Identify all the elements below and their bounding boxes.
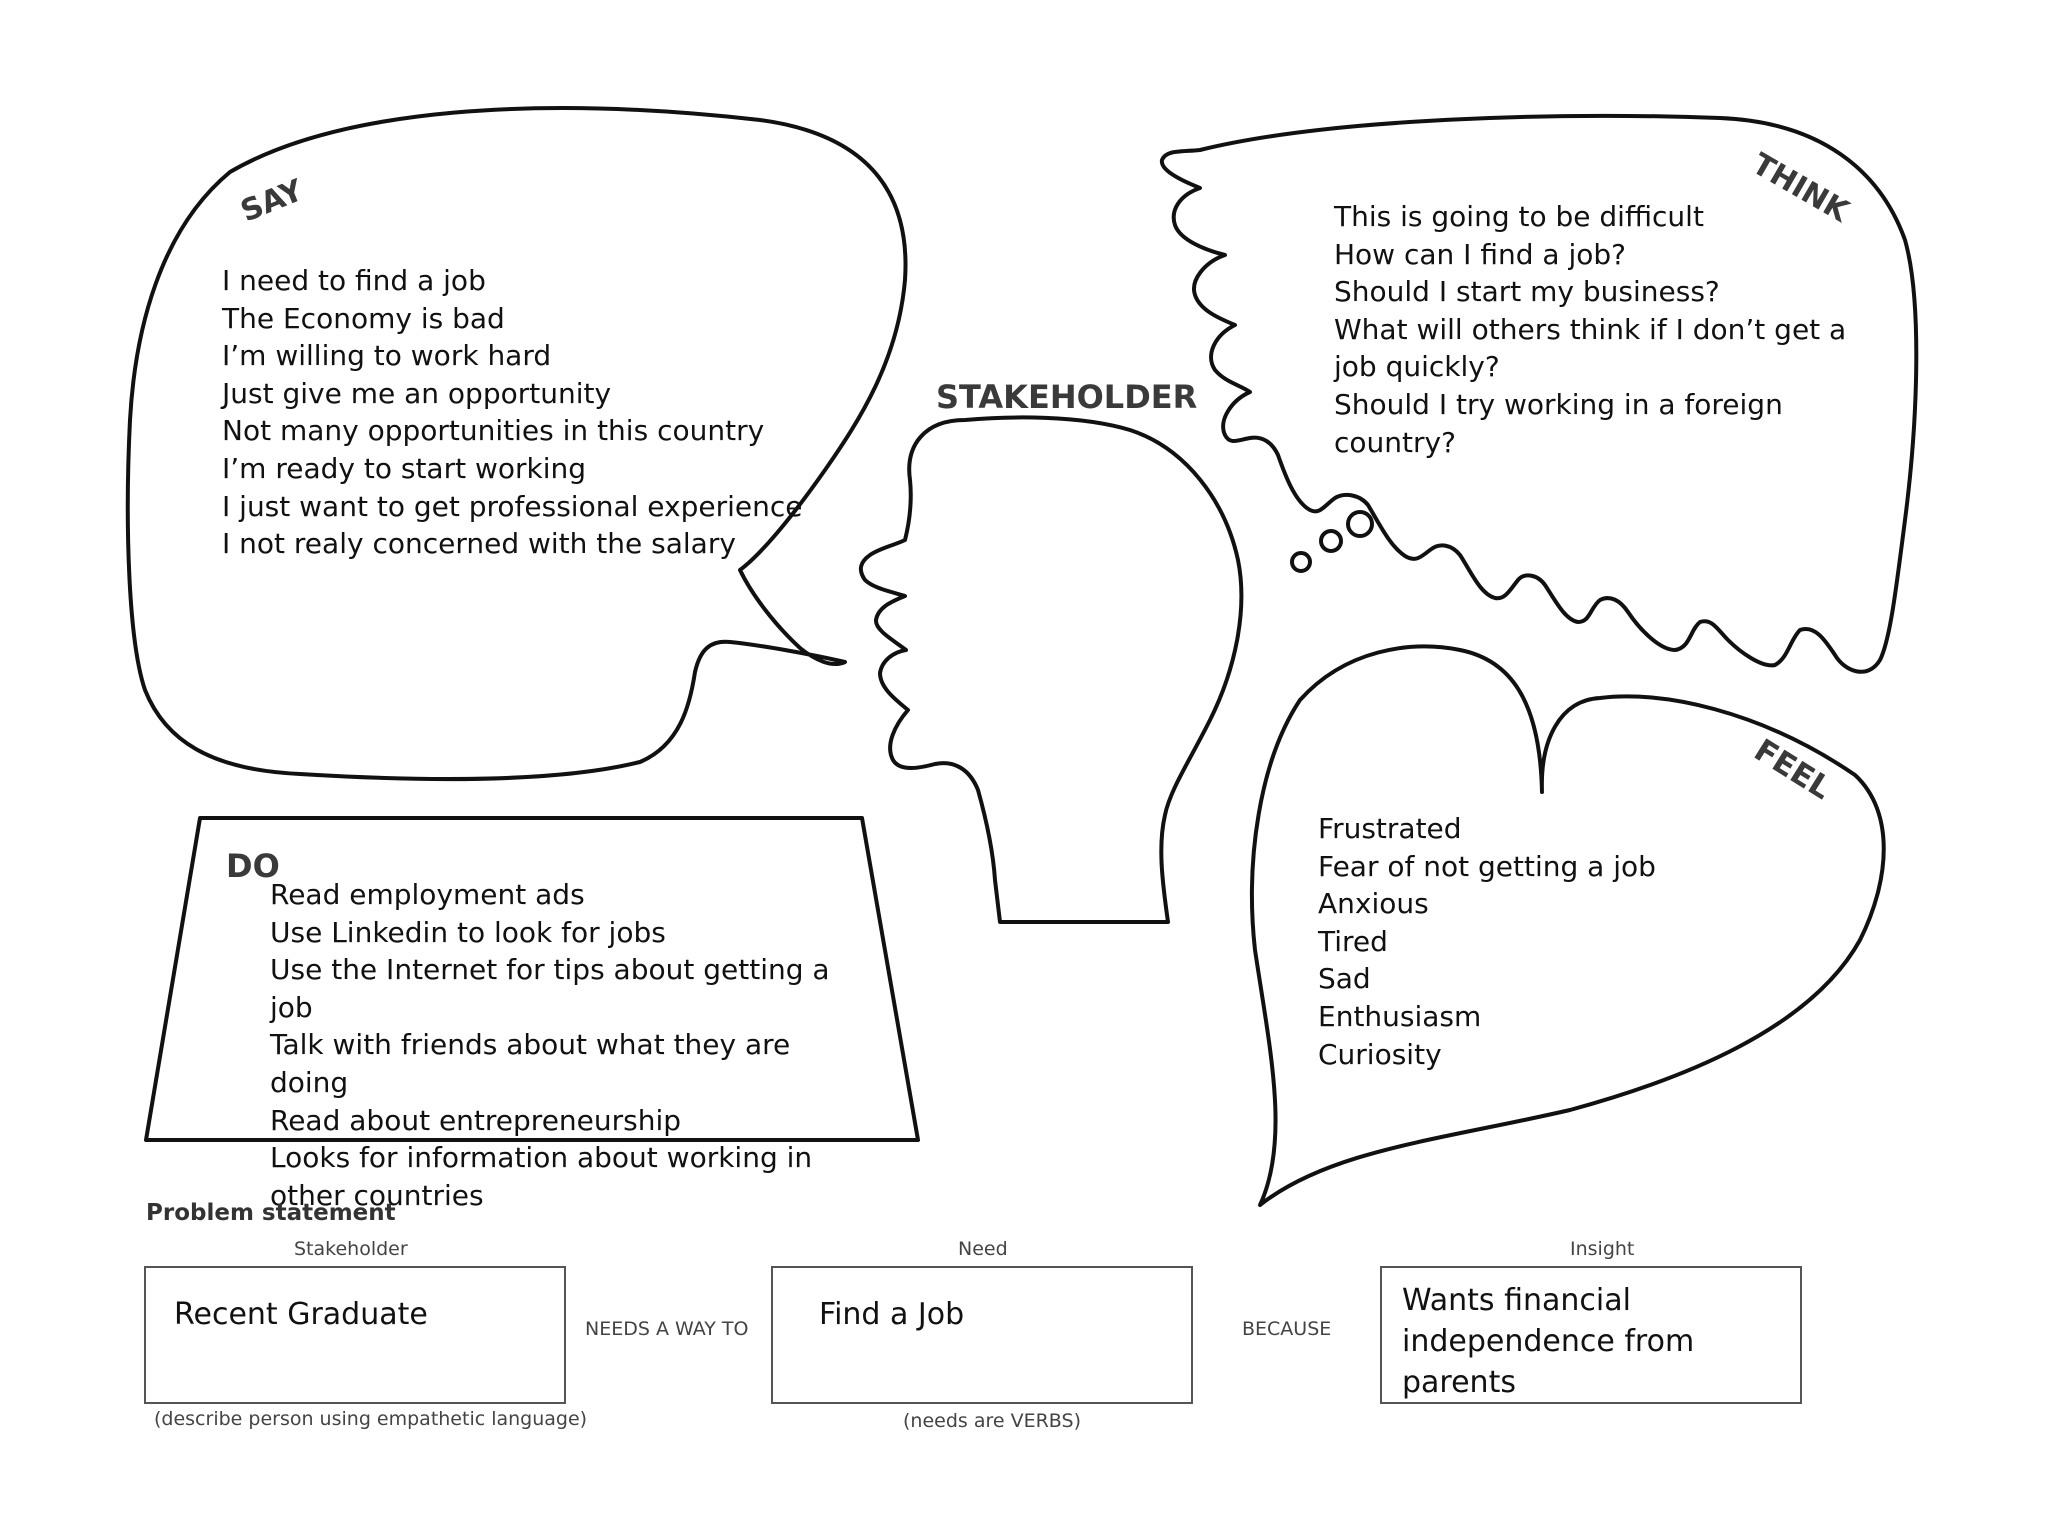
- need-value: Find a Job: [819, 1297, 965, 1332]
- feel-item: Curiosity: [1318, 1037, 1442, 1071]
- think-item: Should I try working in a foreign country?: [1334, 387, 1783, 459]
- feel-item: Anxious: [1318, 887, 1429, 921]
- stakeholder-hint: (describe person using empathetic language): [154, 1408, 588, 1430]
- feel-item: Tired: [1318, 924, 1388, 958]
- insight-field-label: Insight: [1570, 1238, 1635, 1260]
- do-item: Use the Internet for tips about getting a job: [270, 953, 830, 1024]
- do-item: Talk with friends about what they are doing: [270, 1028, 791, 1099]
- insight-value: Wants financial independence from parents: [1402, 1283, 1695, 1400]
- need-box: [771, 1266, 1193, 1404]
- think-item: Should I start my business?: [1334, 275, 1720, 309]
- think-item: This is going to be difficult: [1334, 200, 1704, 233]
- stakeholder-field-label: Stakeholder: [294, 1238, 408, 1260]
- connector-because: BECAUSE: [1242, 1318, 1332, 1340]
- do-item: Read employment ads: [270, 878, 585, 911]
- thought-bubble-medium: [1321, 531, 1341, 551]
- do-header: DO: [226, 847, 280, 885]
- do-list: [270, 876, 870, 1214]
- stakeholder-value: Recent Graduate: [174, 1297, 428, 1332]
- say-list: [222, 262, 802, 563]
- say-item: I need to find a job: [222, 264, 486, 297]
- feel-item: Enthusiasm: [1318, 999, 1482, 1033]
- say-item: Just give me an opportunity: [222, 376, 612, 410]
- say-item: I’m ready to start working: [222, 451, 587, 485]
- problem-statement-title: Problem statement: [146, 1200, 396, 1226]
- think-item: What will others think if I don’t get a job quickly?: [1334, 312, 1847, 384]
- think-item: How can I find a job?: [1334, 237, 1627, 271]
- need-hint: (needs are VERBS): [903, 1410, 1081, 1432]
- say-item: I not realy concerned with the salary: [222, 527, 736, 561]
- need-field-label: Need: [958, 1238, 1008, 1260]
- feel-list: [1318, 810, 1656, 1073]
- stakeholder-head-silhouette: [861, 417, 1242, 922]
- say-item: Not many opportunities in this country: [222, 414, 765, 448]
- connector-needs-a-way-to: NEEDS A WAY TO: [585, 1318, 749, 1340]
- think-list: [1334, 198, 1894, 461]
- stakeholder-box: [144, 1266, 566, 1404]
- feel-item: Sad: [1318, 962, 1371, 996]
- feel-item: Frustrated: [1318, 812, 1462, 845]
- think-header: THINK: [1746, 146, 1855, 230]
- say-item: I’m willing to work hard: [222, 339, 552, 373]
- do-item: Looks for information about working in other countries: [270, 1141, 813, 1212]
- do-item: Read about entrepreneurship: [270, 1103, 682, 1137]
- stakeholder-header: STAKEHOLDER: [936, 378, 1198, 416]
- say-header: SAY: [235, 173, 309, 230]
- insight-box: [1380, 1266, 1802, 1404]
- say-item: I just want to get professional experience: [222, 489, 803, 523]
- thought-bubble-large: [1348, 512, 1372, 536]
- thought-bubble-small: [1292, 553, 1310, 571]
- say-item: The Economy is bad: [222, 301, 505, 335]
- do-item: Use Linkedin to look for jobs: [270, 915, 666, 949]
- feel-header: FEEL: [1747, 732, 1838, 807]
- feel-item: Fear of not getting a job: [1318, 849, 1656, 883]
